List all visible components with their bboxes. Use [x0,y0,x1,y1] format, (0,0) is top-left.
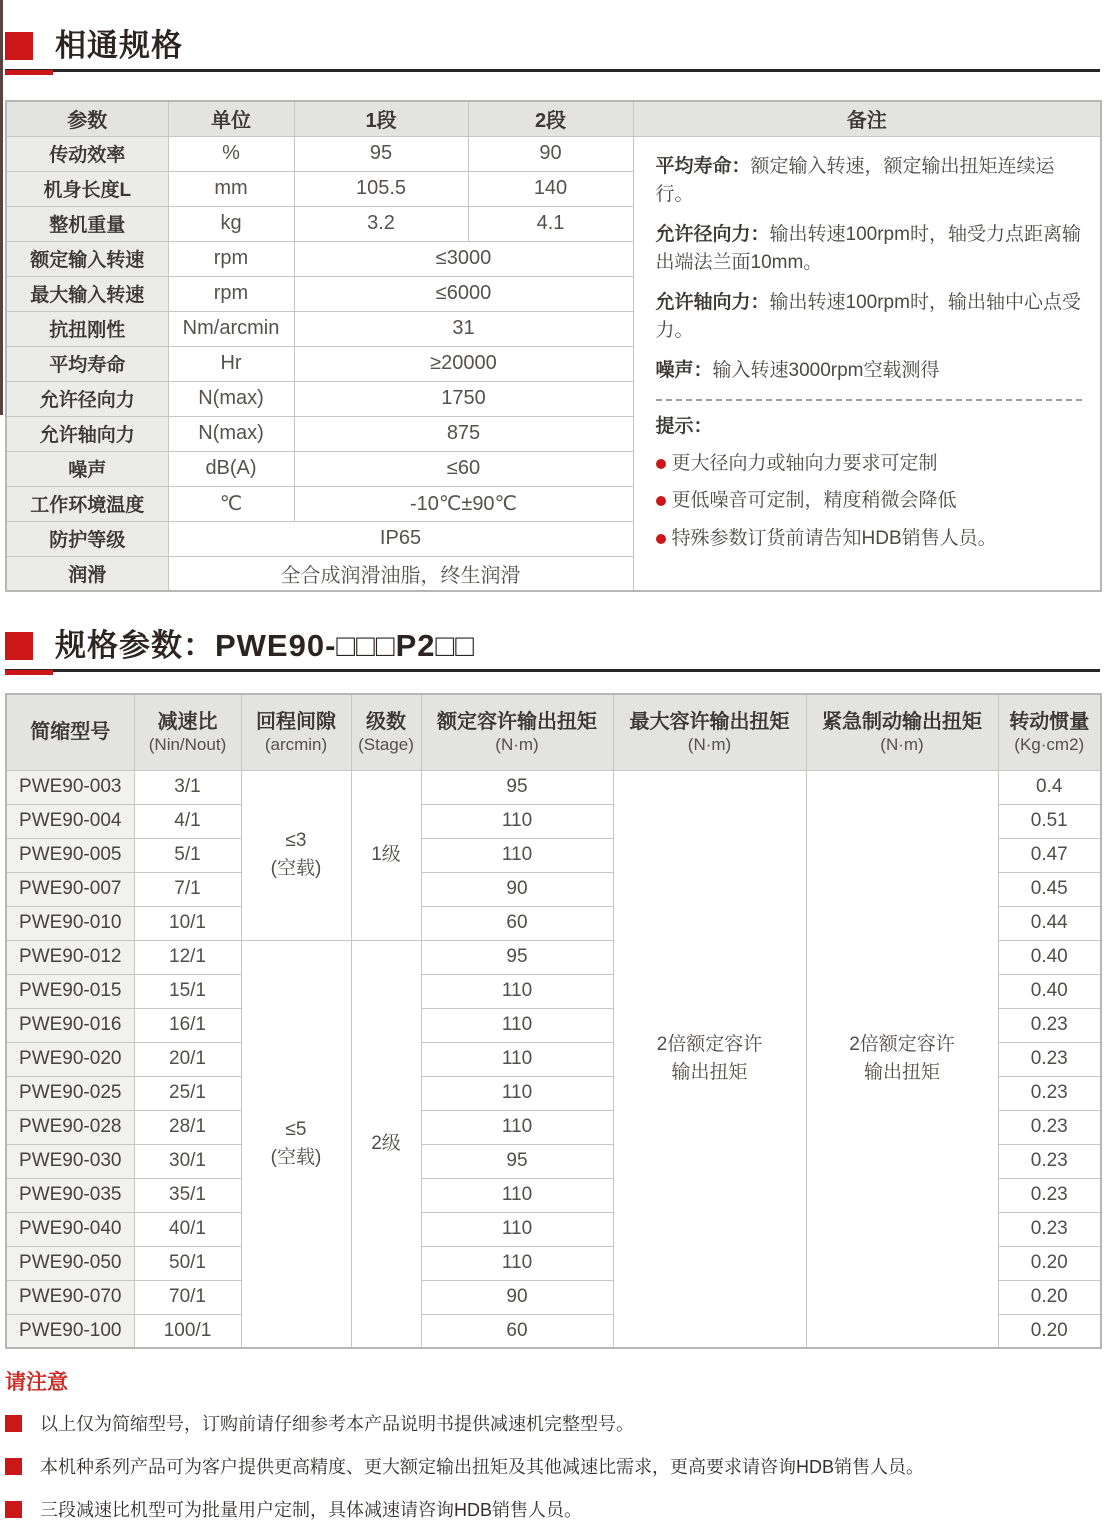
remark-label: 平均寿命： [655,155,751,177]
remark-item [656,153,1083,210]
col-header-stage: 级数 (Stage) [351,694,421,770]
col-header-backlash: 回程间隙 (arcmin) [241,694,351,770]
model-code: PWE90-007 [6,872,134,906]
model-code: PWE90-040 [6,1212,134,1246]
param-label: 允许轴向力 [6,416,168,451]
col-header-brake-torque: 紧急制动输出扭矩 (N·m) [806,694,998,770]
inertia-value: 0.45 [998,872,1101,906]
section1-title: 相通规格 [55,28,183,63]
remark-item [656,357,1083,386]
remark-text: 输出转速100rpm时，轴受力点距离输出端法兰面10mm。 [655,223,1081,273]
col-header-remark: 备注 [633,101,1101,136]
stage-group1: 1级 [351,770,421,940]
merged-value: 全合成润滑油脂，终生润滑 [168,556,633,591]
tip-item [656,487,1083,516]
unit-value: Nm/arcmin [168,311,294,346]
note-bullet-icon [5,1415,22,1432]
unit-value: N(max) [168,381,294,416]
rated-torque-value: 110 [421,1042,613,1076]
remark-label: 允许轴向力： [655,291,770,313]
model-code: PWE90-028 [6,1110,134,1144]
unit-value: rpm [168,241,294,276]
note-item [5,1410,1105,1436]
bullet-dot-icon [656,496,666,506]
unit-value: kg [168,206,294,241]
model-code: PWE90-035 [6,1178,134,1212]
param-label: 机身长度L [6,171,168,206]
brake-torque-cell: 2倍额定容许 输出扭矩 [806,770,998,1348]
tip-item [656,450,1083,479]
rated-torque-value: 110 [421,804,613,838]
table-header-row [6,101,1101,136]
stage-group2: 2级 [351,940,421,1348]
ratio-value: 10/1 [134,906,241,940]
backlash-group1: ≤3 (空载) [241,770,351,940]
bullet-dot-icon [656,459,666,469]
remark-text: 输入转速3000rpm空载测得 [712,359,940,381]
inertia-value: 0.23 [998,1110,1101,1144]
common-spec-table [5,100,1102,592]
section-rule-accent [5,70,53,75]
merged-value: -10℃±90℃ [294,486,633,521]
col-header-rated-torque: 额定容许输出扭矩 (N·m) [421,694,613,770]
stage1-value: 95 [294,136,468,171]
merged-value: ≤6000 [294,276,633,311]
note-item [5,1496,1105,1522]
inertia-value: 0.51 [998,804,1101,838]
inertia-value: 0.23 [998,1076,1101,1110]
ratio-value: 50/1 [134,1246,241,1280]
inertia-value: 0.23 [998,1144,1101,1178]
param-label: 工作环境温度 [6,486,168,521]
merged-value: 31 [294,311,633,346]
note-text: 本机种系列产品可为客户提供更高精度、更大额定输出扭矩及其他减速比需求，更高要求请咨询HDB销售人员。 [40,1457,924,1477]
col-header-stage1: 1段 [294,101,468,136]
param-label: 平均寿命 [6,346,168,381]
merged-value: ≤60 [294,451,633,486]
param-label: 额定输入转速 [6,241,168,276]
param-label: 整机重量 [6,206,168,241]
inertia-value: 0.20 [998,1280,1101,1314]
rated-torque-value: 60 [421,1314,613,1348]
inertia-value: 0.23 [998,1212,1101,1246]
col-header-stage2: 2段 [468,101,633,136]
rated-torque-value: 110 [421,838,613,872]
rated-torque-value: 110 [421,1076,613,1110]
remarks-cell [633,136,1101,591]
remark-text: 输出转速100rpm时，输出轴中心点受力。 [655,291,1081,341]
remark-item [656,289,1083,346]
ratio-value: 70/1 [134,1280,241,1314]
note-text: 以上仅为简缩型号，订购前请仔细参考本产品说明书提供减速机完整型号。 [40,1414,634,1434]
notes-section [5,1366,1105,1539]
ratio-value: 4/1 [134,804,241,838]
tips-title: 提示： [655,416,713,437]
remark-item [656,221,1083,278]
rated-torque-value: 110 [421,1110,613,1144]
col-header-param: 参数 [6,101,168,136]
merged-value: ≥20000 [294,346,633,381]
rated-torque-value: 95 [421,770,613,804]
tip-text: 更低噪音可定制，精度稍微会降低 [671,490,957,511]
note-text: 三段减速比机型可为批量用户定制，具体减速请咨询HDB销售人员。 [40,1500,583,1520]
section2-title: 规格参数：PWE90-□□□P2□□ [55,628,475,663]
section2-header [5,630,1100,672]
unit-value: N(max) [168,416,294,451]
note-bullet-icon [5,1458,22,1475]
stage1-value: 3.2 [294,206,468,241]
ratio-value: 3/1 [134,770,241,804]
stage2-value: 4.1 [468,206,633,241]
unit-value: rpm [168,276,294,311]
model-code: PWE90-030 [6,1144,134,1178]
model-code: PWE90-015 [6,974,134,1008]
model-code: PWE90-005 [6,838,134,872]
model-code: PWE90-003 [6,770,134,804]
model-spec-table [5,693,1102,1349]
rated-torque-value: 95 [421,1144,613,1178]
note-bullet-icon [5,1501,22,1518]
inertia-value: 0.40 [998,974,1101,1008]
merged-value: IP65 [168,521,633,556]
bullet-dot-icon [656,534,666,544]
col-header-model: 简缩型号 [6,694,134,770]
model-row [6,770,1101,804]
merged-value: 875 [294,416,633,451]
rated-torque-value: 90 [421,1280,613,1314]
section-rule-accent [5,670,53,675]
stage1-value: 105.5 [294,171,468,206]
rated-torque-value: 110 [421,1008,613,1042]
ratio-value: 15/1 [134,974,241,1008]
model-code: PWE90-100 [6,1314,134,1348]
unit-value: ℃ [168,486,294,521]
inertia-value: 0.23 [998,1178,1101,1212]
inertia-value: 0.23 [998,1008,1101,1042]
param-label: 最大输入转速 [6,276,168,311]
param-label: 噪声 [6,451,168,486]
rated-torque-value: 95 [421,940,613,974]
model-code: PWE90-012 [6,940,134,974]
remark-text: 额定输入转速，额定输出扭矩连续运行。 [655,155,1055,205]
param-label: 传动效率 [6,136,168,171]
ratio-value: 30/1 [134,1144,241,1178]
inertia-value: 0.40 [998,940,1101,974]
notes-title: 请注意 [5,1371,68,1394]
model-code: PWE90-016 [6,1008,134,1042]
merged-value: 1750 [294,381,633,416]
tip-text: 更大径向力或轴向力要求可定制 [671,452,938,474]
ratio-value: 100/1 [134,1314,241,1348]
col-header-ratio: 减速比 (Nin/Nout) [134,694,241,770]
ratio-value: 25/1 [134,1076,241,1110]
ratio-value: 40/1 [134,1212,241,1246]
max-torque-cell: 2倍额定容许 输出扭矩 [613,770,806,1348]
inertia-value: 0.4 [998,770,1101,804]
ratio-value: 7/1 [134,872,241,906]
rated-torque-value: 110 [421,1246,613,1280]
rated-torque-value: 110 [421,1178,613,1212]
ratio-value: 16/1 [134,1008,241,1042]
merged-value: ≤3000 [294,241,633,276]
model-code: PWE90-010 [6,906,134,940]
model-code: PWE90-020 [6,1042,134,1076]
col-header-max-torque: 最大容许输出扭矩 (N·m) [613,694,806,770]
table-header-row [6,694,1101,770]
col-header-unit: 单位 [168,101,294,136]
rated-torque-value: 110 [421,1212,613,1246]
remarks-content [634,137,1101,554]
inertia-value: 0.23 [998,1042,1101,1076]
unit-value: Hr [168,346,294,381]
page-edge-artifact [0,0,3,415]
ratio-value: 20/1 [134,1042,241,1076]
param-label: 抗扭刚性 [6,311,168,346]
model-code: PWE90-050 [6,1246,134,1280]
inertia-value: 0.20 [998,1246,1101,1280]
param-label: 防护等级 [6,521,168,556]
unit-value: mm [168,171,294,206]
tip-item [656,525,1083,554]
ratio-value: 28/1 [134,1110,241,1144]
remark-label: 噪声： [655,359,713,381]
model-code: PWE90-070 [6,1280,134,1314]
ratio-value: 5/1 [134,838,241,872]
model-code: PWE90-004 [6,804,134,838]
inertia-value: 0.47 [998,838,1101,872]
param-label: 允许径向力 [6,381,168,416]
ratio-value: 35/1 [134,1178,241,1212]
remark-label: 允许径向力： [655,223,770,245]
inertia-value: 0.44 [998,906,1101,940]
unit-value: % [168,136,294,171]
rated-torque-value: 60 [421,906,613,940]
backlash-group2: ≤5 (空载) [241,940,351,1348]
dashed-divider [656,399,1083,401]
param-label: 润滑 [6,556,168,591]
note-item [5,1453,1105,1479]
stage2-value: 140 [468,171,633,206]
ratio-value: 12/1 [134,940,241,974]
col-header-inertia: 转动惯量 (Kg·cm2) [998,694,1101,770]
rated-torque-value: 90 [421,872,613,906]
stage2-value: 90 [468,136,633,171]
section1-header [5,30,1100,72]
rated-torque-value: 110 [421,974,613,1008]
inertia-value: 0.20 [998,1314,1101,1348]
spec-row [6,136,1101,171]
tip-text: 特殊参数订货前请告知HDB销售人员。 [671,527,997,549]
section-bullet-icon [5,632,33,660]
model-code: PWE90-025 [6,1076,134,1110]
section-bullet-icon [5,32,33,60]
unit-value: dB(A) [168,451,294,486]
